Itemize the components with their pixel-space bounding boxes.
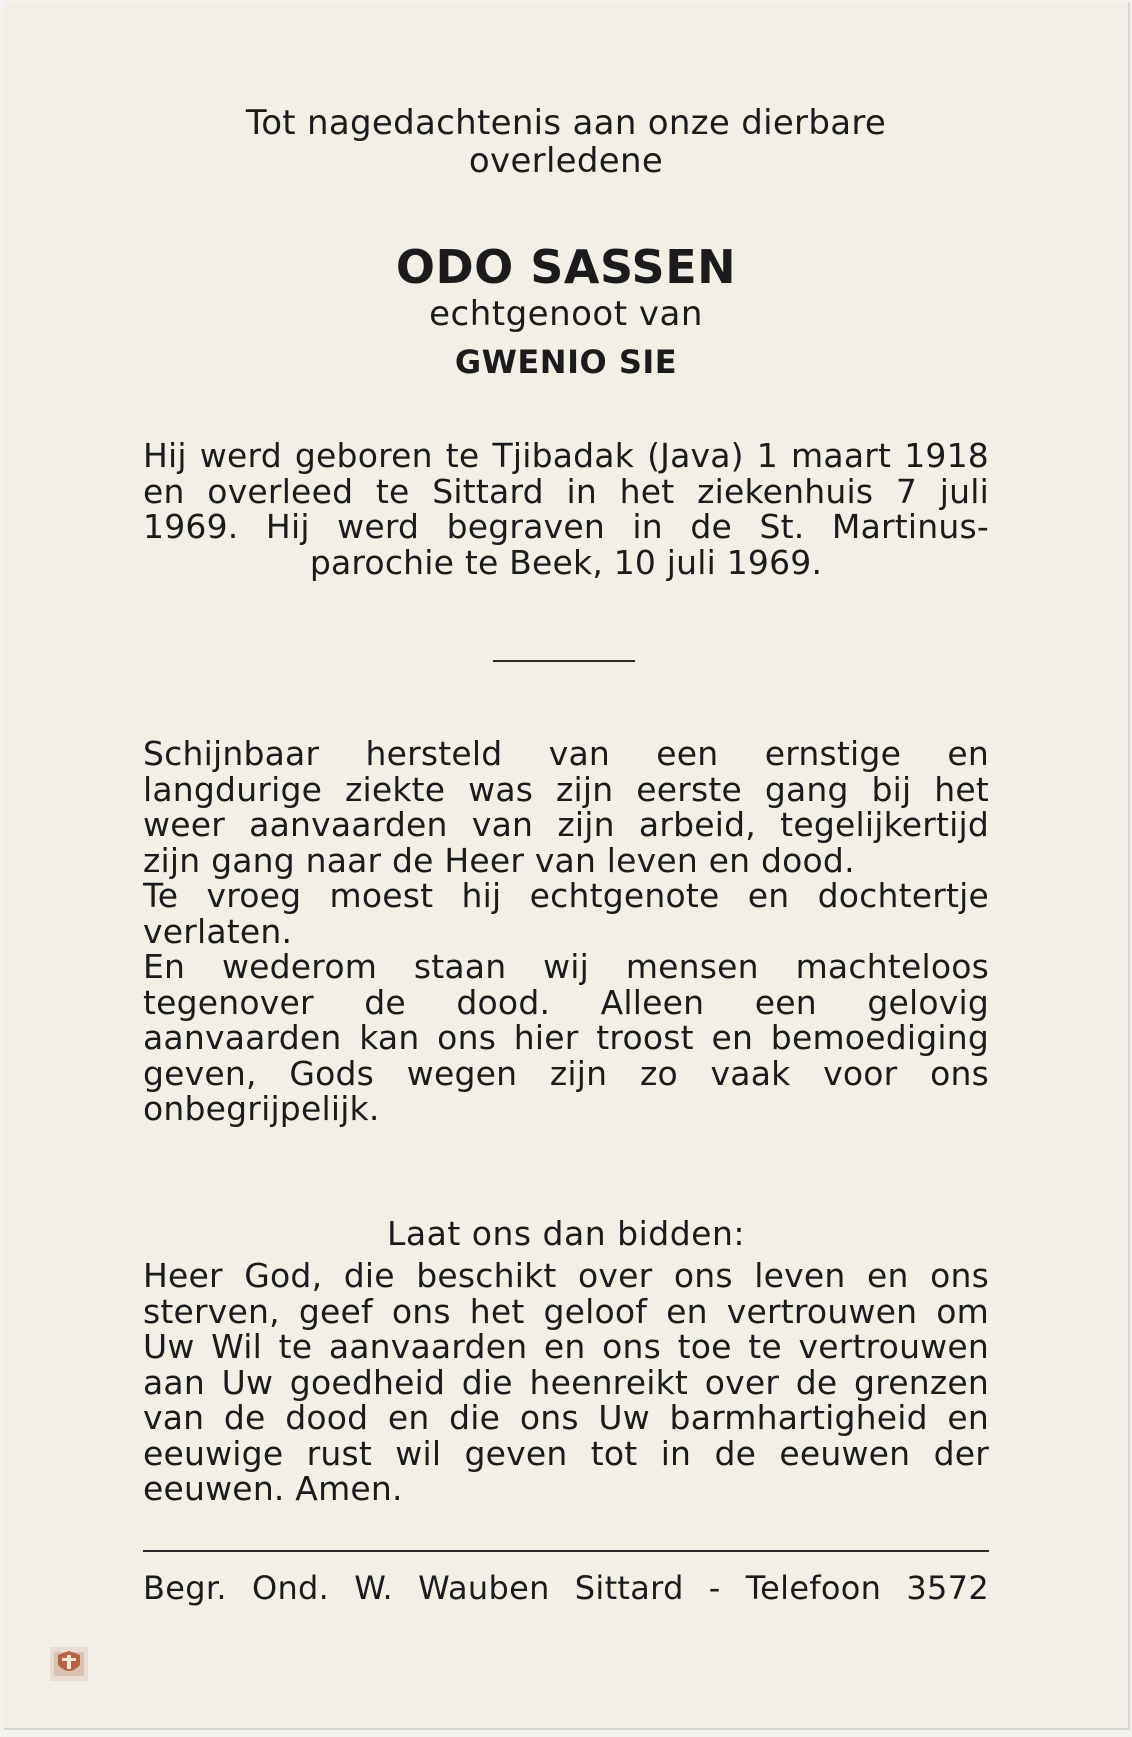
small-crest-logo-icon <box>50 1647 88 1681</box>
intro-line-1: Tot nagedachtenis aan onze dierbare <box>245 103 887 143</box>
reflection-paragraph-1: Schijnbaar hersteld van een ernstige en langdurige ziekte was zijn eerste gang bij het weer aanvaarden van zijn arbeid, tegelijkertijd zijn gang naar de Heer van leven en dood. <box>143 734 989 880</box>
footer-divider <box>143 1550 989 1552</box>
funeral-home-footer: Begr. Ond. W. Wauben Sittard - Telefoon 3572 <box>143 1569 989 1607</box>
reflection-paragraph-2: Te vroeg moest hij echtgenote en dochtertje verlaten. <box>143 876 989 951</box>
memorial-card <box>4 2 1130 1730</box>
deceased-name: ODO SASSEN <box>395 240 737 294</box>
prayer-paragraph: Heer God, die beschikt over ons leven en ons sterven, geef ons het geloof en vertrouwen om Uw Wil te aanvaarden en ons toe te vertrouwen aan Uw goedheid die heenreikt over de grenzen van de dood en die ons Uw barmhartigheid en eeuwige rust wil geven tot in de eeuwen der eeuwen. Amen. <box>143 1256 989 1508</box>
short-divider <box>493 660 635 662</box>
reflection-paragraph-3: En wederom staan wij mensen machteloos tegenover de dood. Alleen een gelovig aanvaarden kan ons hier troost en bemoediging geven, Gods wegen zijn zo vaak voor ons onbegrijpelijk. <box>143 947 989 1128</box>
reflection-text <box>143 736 989 1127</box>
intro-text <box>4 104 1128 180</box>
biography-paragraph: Hij werd geboren te Tjibadak (Java) 1 maart 1918 en overleed te Sittard in het ziekenhuis 7 juli 1969. Hij werd begraven in de St. Martinus-parochie te Beek, 10 juli 1969. <box>143 436 989 582</box>
intro-line-2: overledene <box>468 141 664 181</box>
spouse-label: echtgenoot van <box>429 294 703 334</box>
spouse-name: GWENIO SIE <box>454 343 678 381</box>
prayer-title: Laat ons dan bidden: <box>387 1214 745 1253</box>
